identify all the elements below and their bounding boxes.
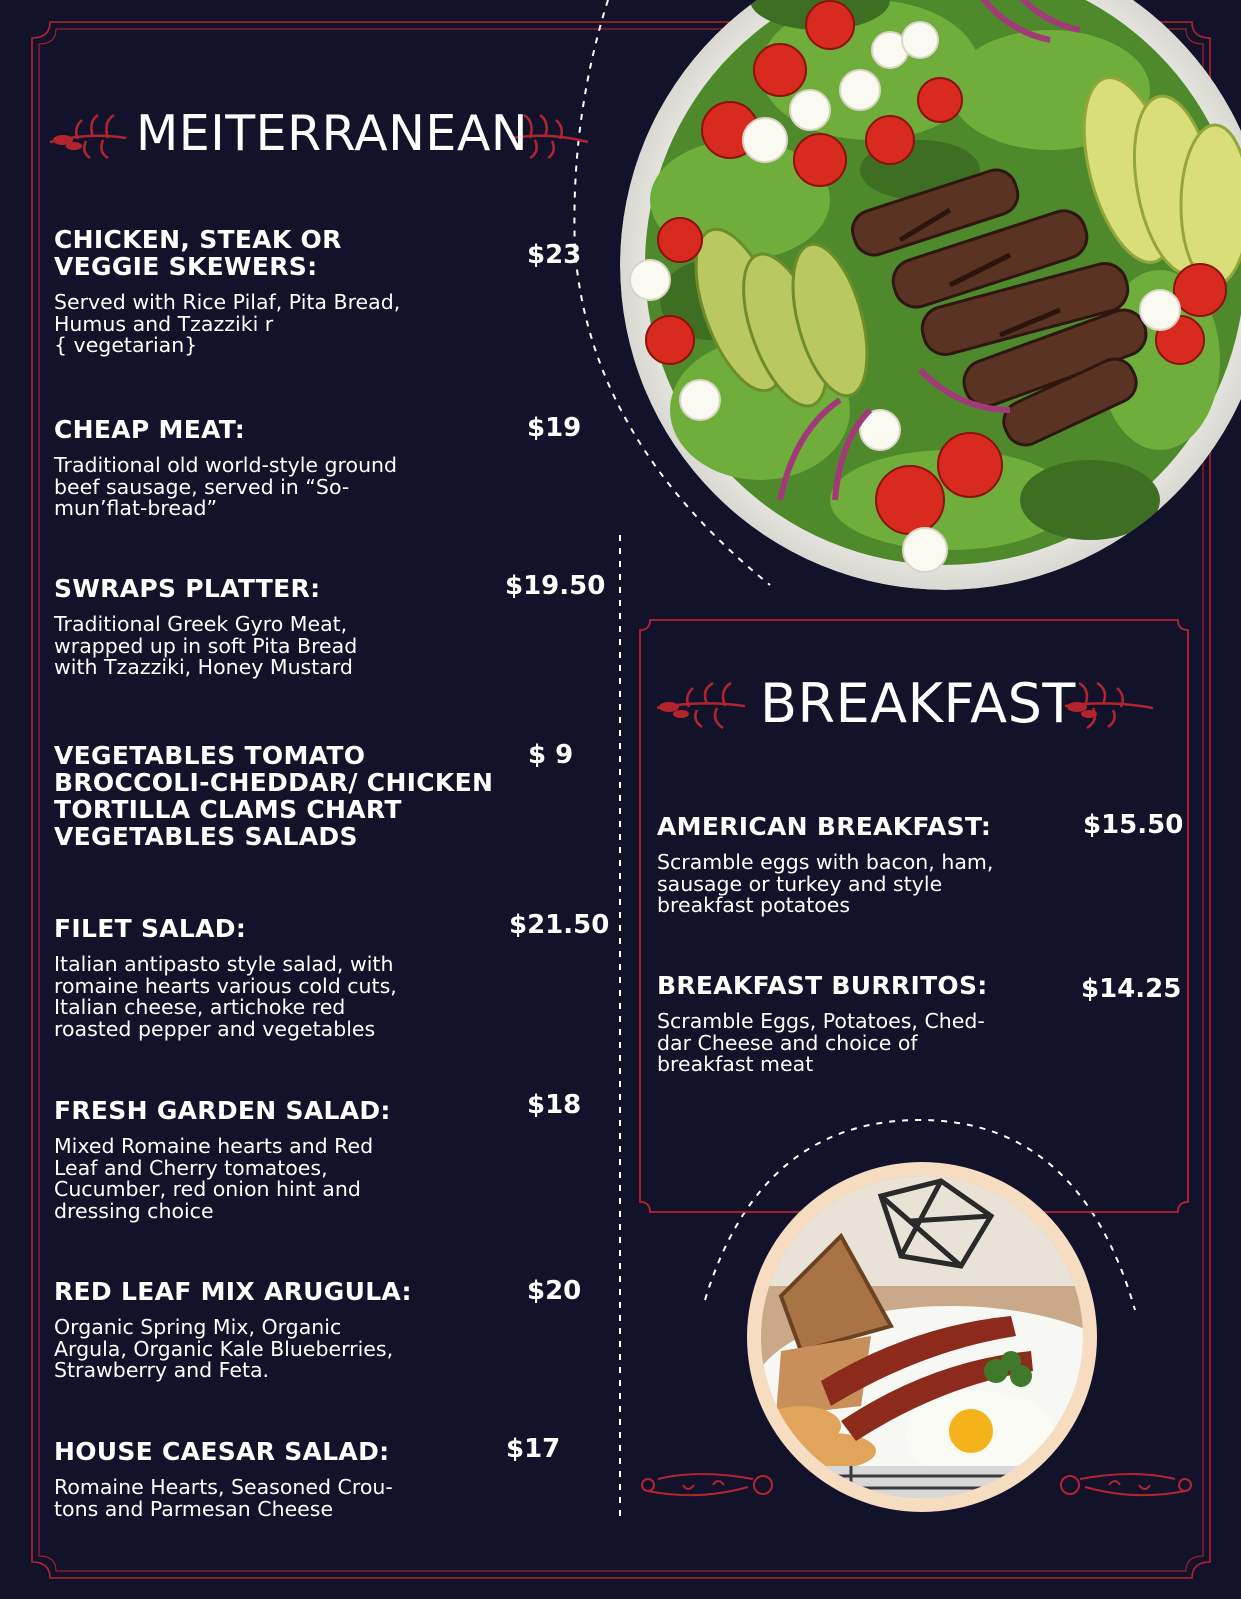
menu-item [54, 1438, 504, 1520]
item-description: Italian antipasto style salad, with romaine hearts various cold cuts, Italian cheese, artichoke red roasted pepper and vegetables [54, 952, 397, 1041]
item-description: Traditional old world-style ground beef sausage, served in “So- mun’flat-bread” [54, 453, 398, 520]
item-name: CHICKEN, STEAK OR VEGGIE SKEWERS: [54, 225, 342, 281]
menu-item [54, 1097, 504, 1222]
menu-item [54, 416, 504, 520]
item-description: Romaine Hearts, Seasoned Crou- tons and Parmesan Cheese [54, 1475, 393, 1521]
item-name: AMERICAN BREAKFAST: [657, 812, 992, 841]
menu-item [54, 575, 504, 679]
item-price: $17 [506, 1434, 561, 1464]
item-price: $23 [527, 240, 582, 270]
item-description: Served with Rice Pilaf, Pita Bread, Humus and Tzazziki r { vegetarian} [54, 290, 401, 357]
item-name: HOUSE CAESAR SALAD: [54, 1437, 390, 1466]
breakfast-section-title: BREAKFAST [760, 672, 1076, 735]
item-description: Mixed Romaine hearts and Red Leaf and Cherry tomatoes, Cucumber, red onion hint and dressing choice [54, 1134, 374, 1223]
item-price: $20 [527, 1276, 582, 1306]
laurel-right-icon [1063, 680, 1155, 730]
item-price: $19.50 [505, 571, 606, 601]
breakfast-photo [747, 1162, 1097, 1512]
item-description: Organic Spring Mix, Organic Argula, Organic Kale Blueberries, Strawberry and Feta. [54, 1315, 394, 1382]
item-price: $18 [527, 1090, 582, 1120]
item-description: Traditional Greek Gyro Meat, wrapped up in soft Pita Bread with Tzazziki, Honey Mustard [54, 612, 358, 679]
laurel-left-icon [48, 110, 128, 160]
item-price: $ 9 [528, 740, 574, 770]
item-name: CHEAP MEAT: [54, 415, 246, 444]
item-name: BREAKFAST BURRITOS: [657, 971, 988, 1000]
item-name: FRESH GARDEN SALAD: [54, 1096, 391, 1125]
item-price: $15.50 [1083, 810, 1184, 840]
menu-item [54, 226, 504, 357]
item-description: Scramble Eggs, Potatoes, Ched- dar Cheese and choice of breakfast meat [657, 1009, 985, 1076]
item-name: SWRAPS PLATTER: [54, 574, 321, 603]
item-price: $21.50 [509, 910, 610, 940]
item-name: FILET SALAD: [54, 914, 247, 943]
menu-item [54, 1278, 504, 1382]
item-name: RED LEAF MIX ARUGULA: [54, 1277, 412, 1306]
lunch-section-title: MEITERRANEAN [136, 105, 528, 162]
item-description: Scramble eggs with bacon, ham, sausage or turkey and style breakfast potatoes [657, 850, 994, 917]
menu-item [657, 813, 1067, 917]
menu-item [54, 915, 504, 1040]
menu-item [657, 972, 1067, 1076]
laurel-left-icon [655, 680, 747, 730]
item-price: $19 [527, 413, 582, 443]
swirl-ornament-right-icon [1045, 1465, 1195, 1505]
swirl-ornament-left-icon [638, 1465, 788, 1505]
item-name: VEGETABLES TOMATO BROCCOLI-CHEDDAR/ CHICKEN TORTILLA CLAMS CHART VEGETABLES SALADS [54, 741, 494, 851]
menu-item [54, 742, 494, 850]
item-price: $14.25 [1081, 974, 1182, 1004]
